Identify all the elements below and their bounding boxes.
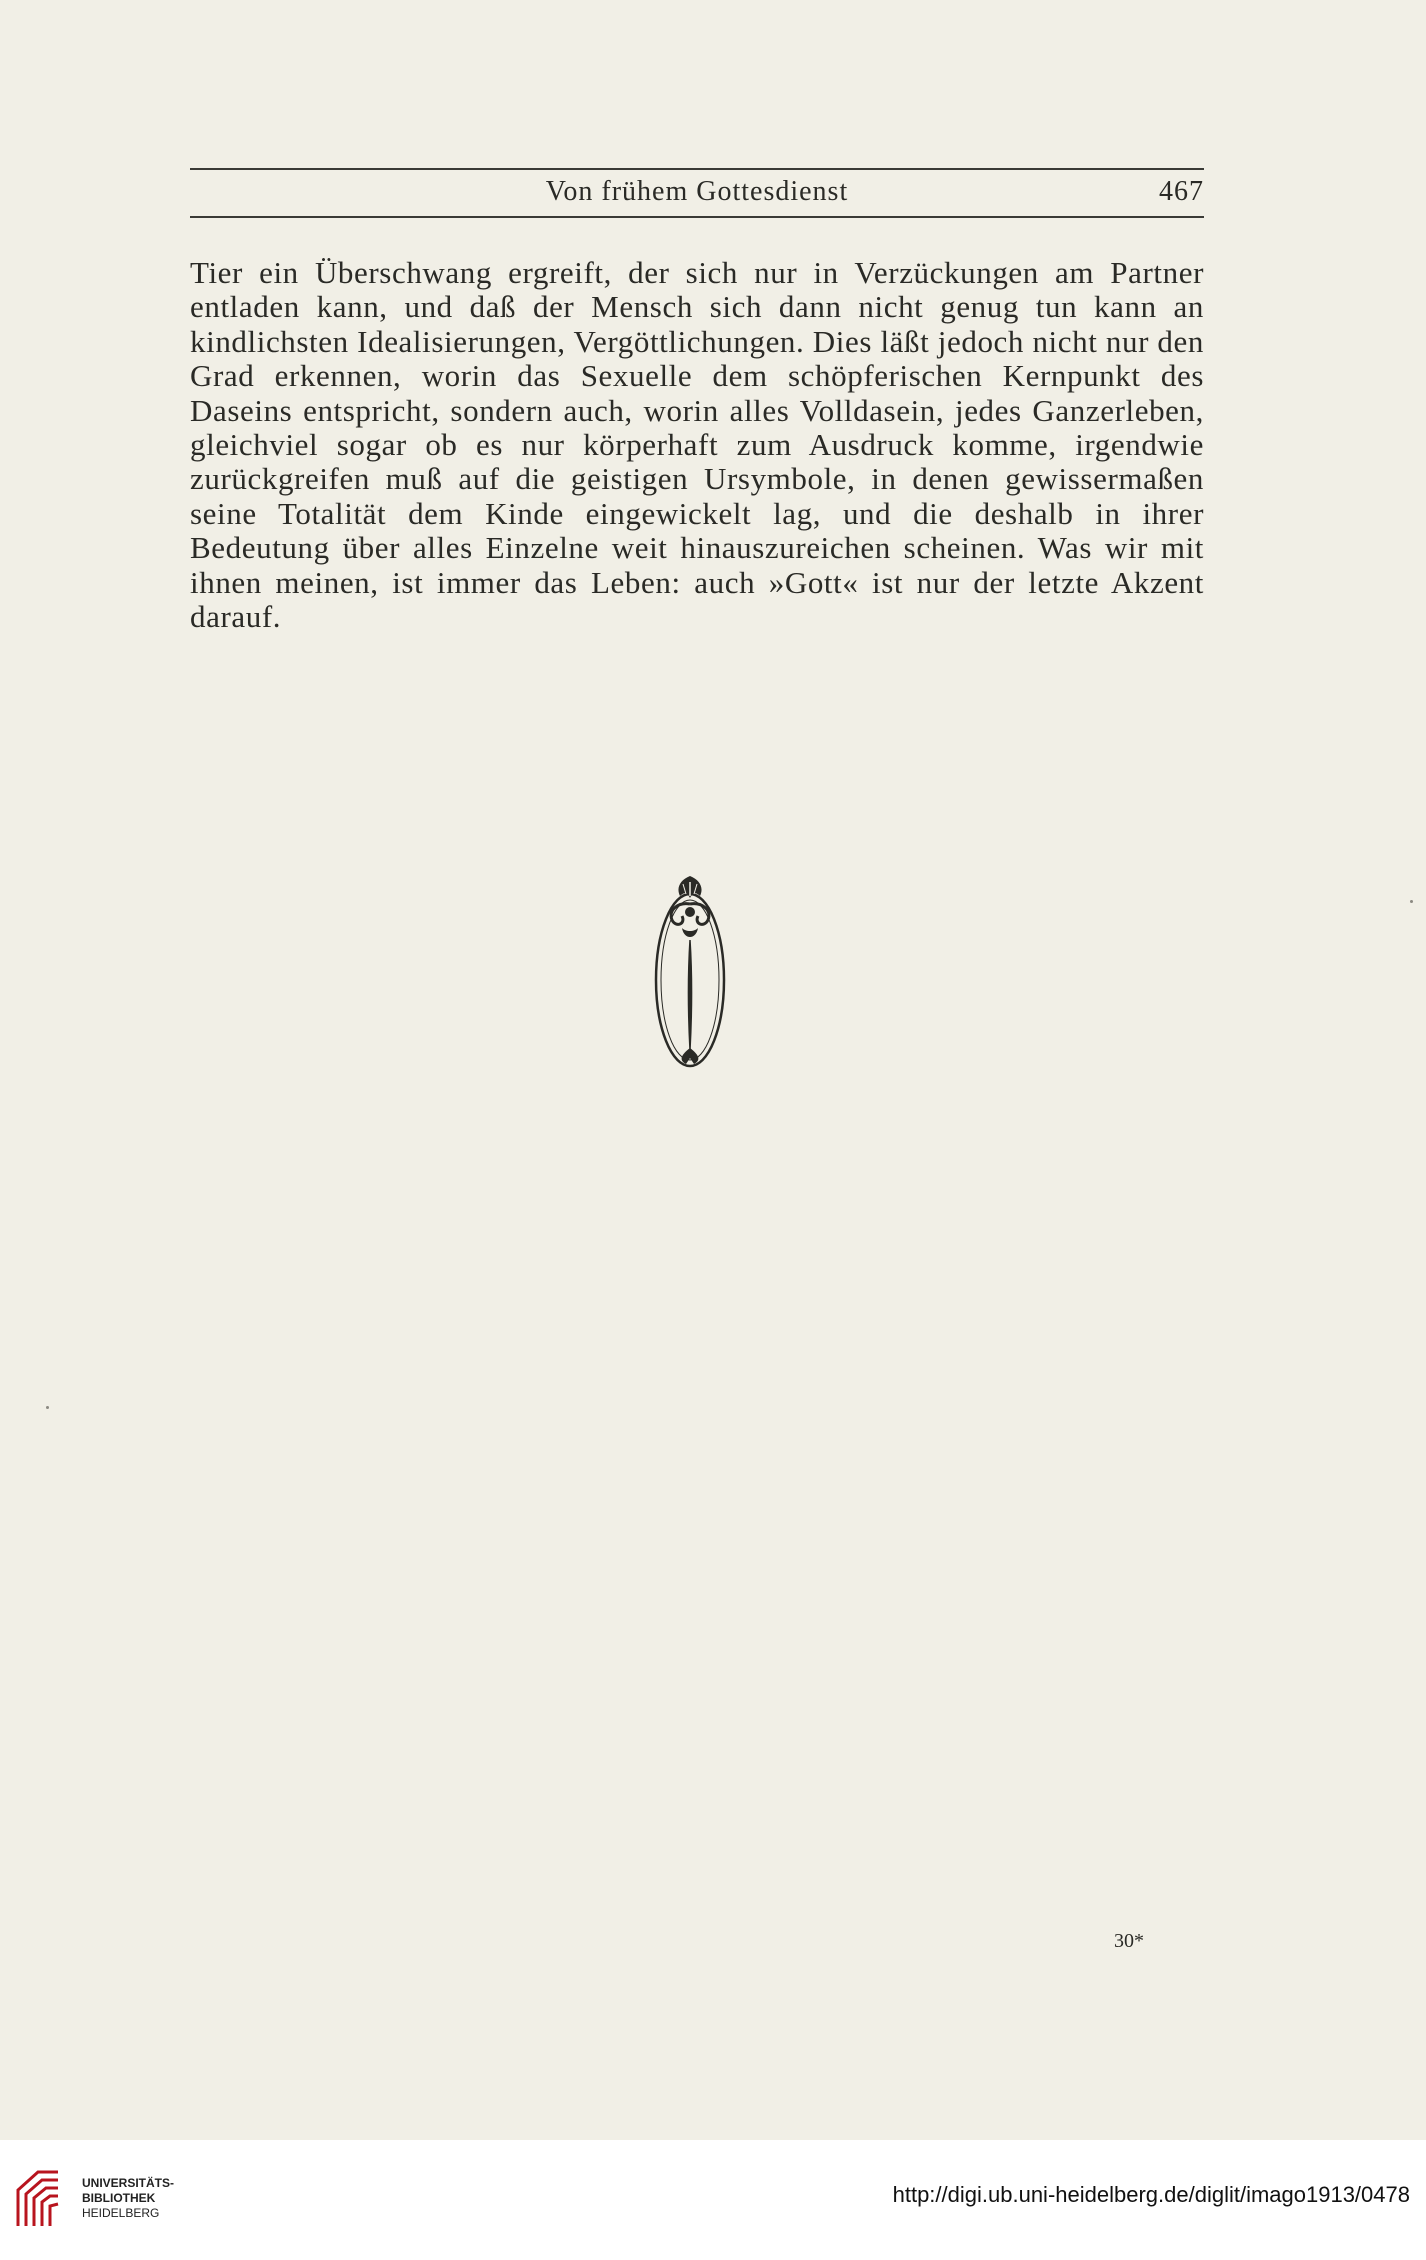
body-paragraph: Tier ein Überschwang ergreift, der sich nur in Verzückungen am Partner entladen kann, und daß der Mensch sich dann nicht genug tun kann an kindlichsten Idealisierungen, Vergöttlichungen. Dies läßt jedoch nicht nur den Grad erkennen, worin das Sexuelle dem schöpferischen Kernpunkt des Daseins entspricht, sondern auch, worin alles Volldasein, jedes Ganzerleben, gleichviel sogar ob es nur körperhaft zum Ausdruck komme, irgendwie zurückgreifen muß auf die geistigen Ursymbole, in denen gewissermaßen seine Totalität dem Kinde eingewickelt lag, und die deshalb in ihrer Bedeutung über alles Einzelne weit hinauszureichen scheinen. Was wir mit ihnen meinen, ist immer das Leben: auch »Gott« ist nur der letzte Akzent darauf. (190, 255, 1204, 635)
library-name-line2: BIBLIOTHEK (82, 2191, 156, 2205)
library-name (82, 2176, 174, 2221)
page-number: 467 (1159, 176, 1204, 207)
running-head-title: Von frühem Gottesdienst (545, 176, 849, 207)
footer-bar (0, 2140, 1426, 2260)
source-url-link[interactable]: http://digi.ub.uni-heidelberg.de/diglit/imago1913/0478 (892, 2182, 1410, 2207)
floral-vignette-icon (650, 862, 730, 1072)
running-head (190, 176, 1204, 212)
library-logo-icon (12, 2166, 74, 2232)
library-name-line1: UNIVERSITÄTS- (82, 2176, 175, 2190)
library-name-line3: HEIDELBERG (82, 2206, 160, 2220)
signature-mark: 30* (1114, 1930, 1144, 1952)
header-rule-bottom (190, 216, 1204, 218)
paper-speck (1410, 900, 1413, 903)
paper-speck (46, 1406, 49, 1409)
header-rule-top (190, 168, 1204, 170)
